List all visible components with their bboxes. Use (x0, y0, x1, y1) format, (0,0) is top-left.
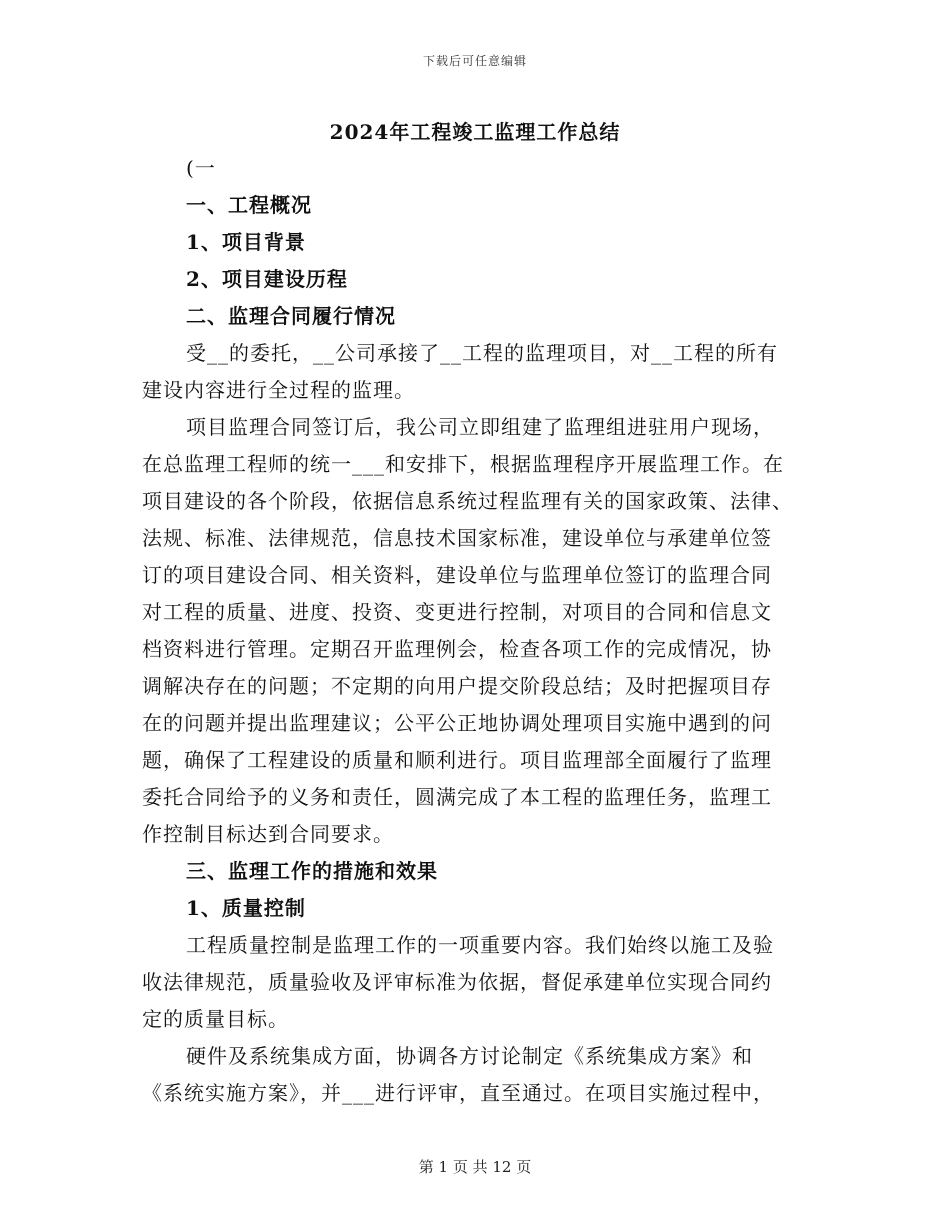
document-body (142, 150, 808, 1112)
paragraph-line: 法规、标准、法律规范，信息技术国家标准，建设单位与承建单位签 (142, 526, 772, 550)
subsection-heading: 1、项目背景 (186, 230, 306, 254)
paragraph-line: 委托合同给予的义务和责任，圆满完成了本工程的监理任务，监理工 (142, 785, 772, 809)
paragraph-line: 工程质量控制是监理工作的一项重要内容。我们始终以施工及验 (186, 933, 774, 957)
paragraph-line: 项目监理合同签订后，我公司立即组建了监理组进驻用户现场， (186, 415, 774, 439)
paragraph-line: 收法律规范，质量验收及评审标准为依据，督促承建单位实现合同约 (142, 970, 772, 994)
paragraph-line: 对工程的质量、进度、投资、变更进行控制，对项目的合同和信息文 (142, 600, 772, 624)
paragraph-line: 硬件及系统集成方面，协调各方讨论制定《系统集成方案》和 (186, 1044, 753, 1068)
paragraph-line: 《系统实施方案》，并___进行评审，直至通过。在项目实施过程中， (142, 1081, 774, 1105)
subsection-heading: 2、项目建设历程 (186, 267, 348, 291)
page-header: 下载后可任意编辑 (422, 54, 527, 68)
paragraph-line: 在总监理工程师的统一___和安排下，根据监理程序开展监理工作。在 (142, 452, 784, 476)
paragraph-line: 订的项目建设合同、相关资料，建设单位与监理单位签订的监理合同 (142, 563, 772, 587)
paragraph-line: 在的问题并提出监理建议；公平公正地协调处理项目实施中遇到的问 (142, 711, 772, 735)
paragraph-line: 建设内容进行全过程的监理。 (142, 378, 415, 402)
section-heading: 二、监理合同履行情况 (186, 304, 396, 328)
paragraph-line: 题，确保了工程建设的质量和顺利进行。项目监理部全面履行了监理 (142, 748, 772, 772)
paragraph-line: 作控制目标达到合同要求。 (142, 822, 394, 846)
paragraph-line: 档资料进行管理。定期召开监理例会，检查各项工作的完成情况，协 (142, 637, 772, 661)
text-line: (一 (186, 156, 216, 180)
paragraph-line: 调解决存在的问题；不定期的向用户提交阶段总结；及时把握项目存 (142, 674, 772, 698)
section-heading: 三、监理工作的措施和效果 (186, 859, 438, 883)
section-heading: 一、工程概况 (186, 193, 312, 217)
paragraph-line: 定的质量目标。 (142, 1007, 289, 1031)
subsection-heading: 1、质量控制 (186, 896, 306, 920)
page-footer: 第 1 页 共 12 页 (418, 1158, 532, 1176)
paragraph-line: 受__的委托，__公司承接了__工程的监理项目，对__工程的所有 (186, 341, 778, 365)
paragraph-line: 项目建设的各个阶段，依据信息系统过程监理有关的国家政策、法律、 (142, 489, 793, 513)
document-title: 2024年工程竣工监理工作总结 (329, 120, 621, 144)
